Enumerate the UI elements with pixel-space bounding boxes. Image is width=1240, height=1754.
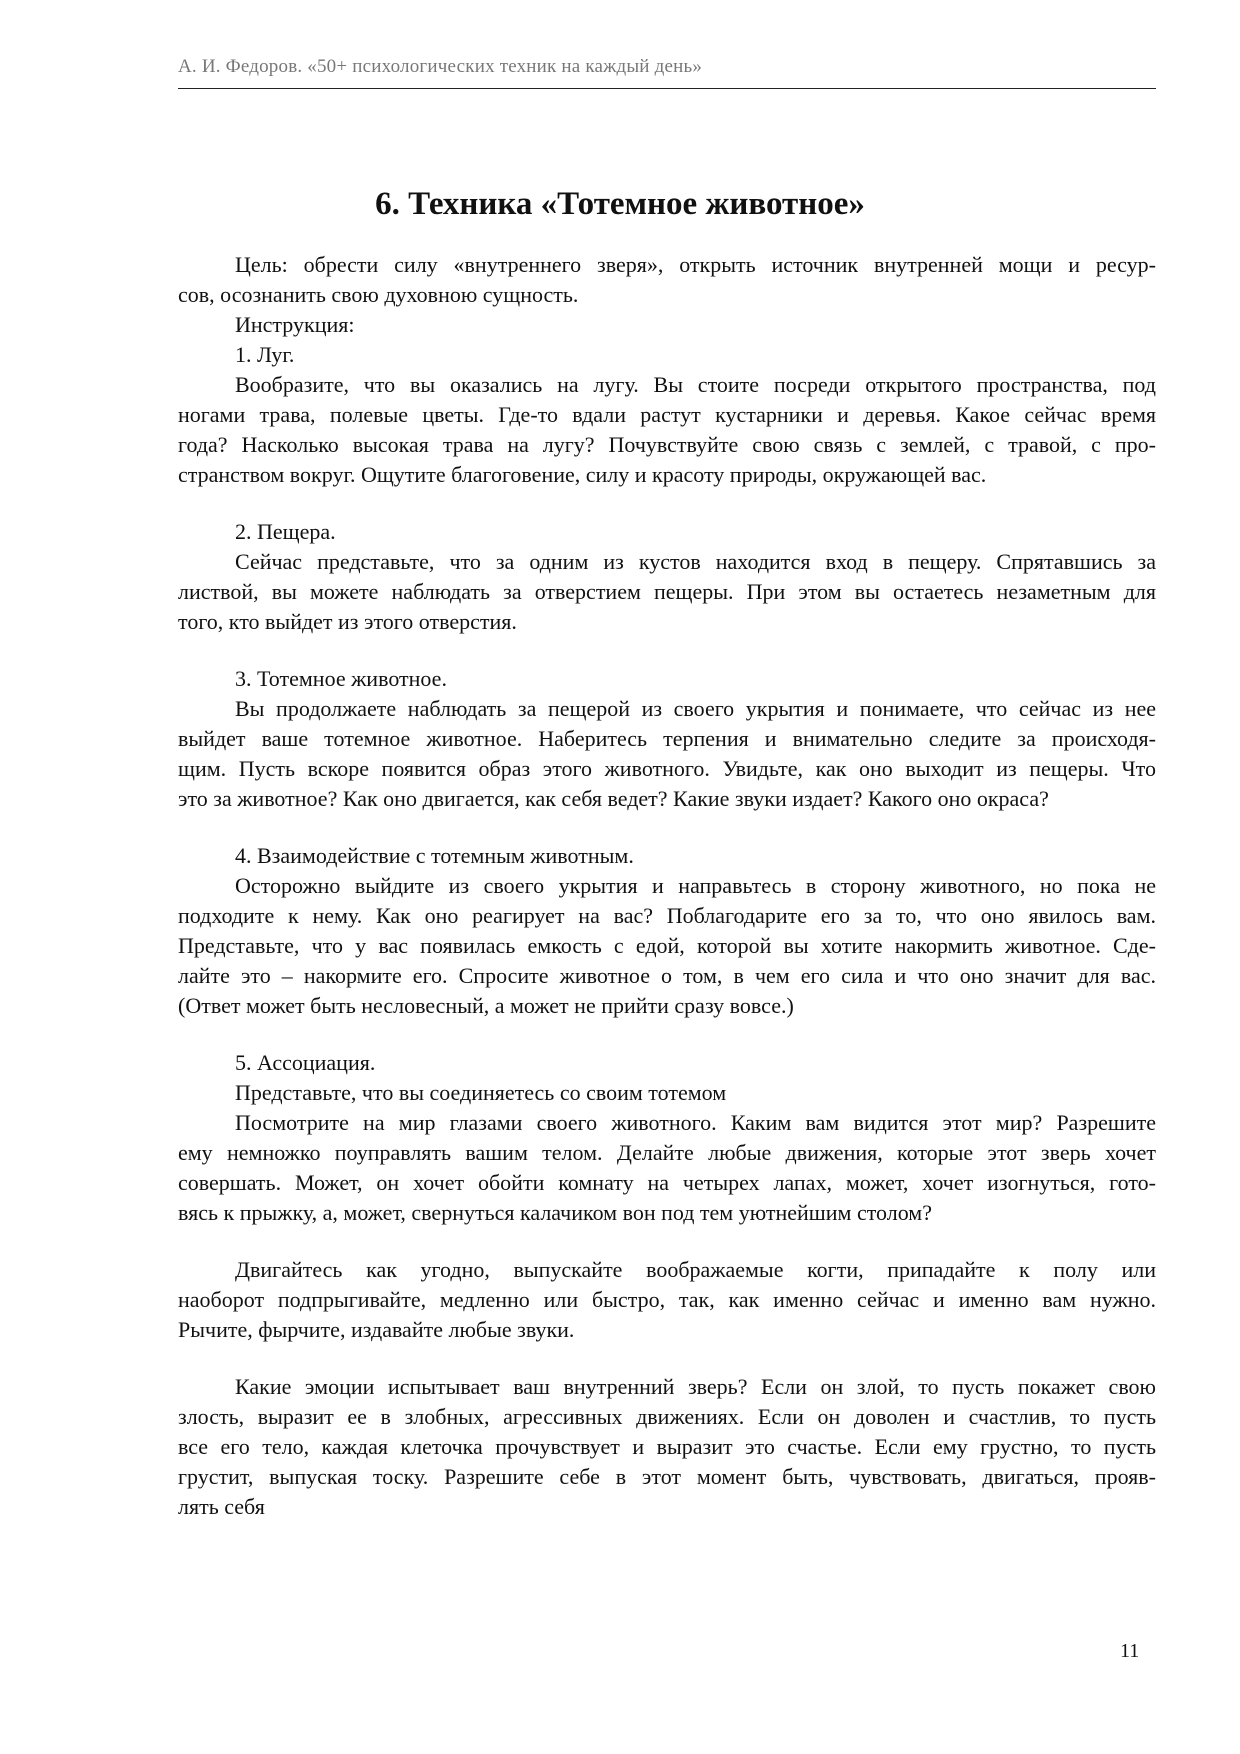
section	[178, 664, 1156, 814]
section	[178, 517, 1156, 637]
text-line: Двигайтесь как угодно, выпускайте воображаемые когти, припадайте к полу или	[235, 1257, 1156, 1282]
text-line: 1. Луг.	[235, 342, 295, 367]
paragraph	[178, 310, 1156, 340]
text-line: года? Насколько высокая трава на лугу? Почувствуйте свою связь с землей, с травой, с про-	[178, 432, 1156, 457]
text-line: Вы продолжаете наблюдать за пещерой из своего укрытия и понимаете, что сейчас из нее	[235, 696, 1156, 721]
text-line: лять себя	[178, 1494, 265, 1519]
running-header: А. И. Федоров. «50+ психологических техник на каждый день»	[178, 56, 703, 77]
text-line: совершать. Может, он хочет обойти комнату на четырех лапах, может, хочет изогнуться, гото-	[178, 1170, 1156, 1195]
paragraph	[178, 370, 1156, 490]
text-line: Какие эмоции испытывает ваш внутренний зверь? Если он злой, то пусть покажет свою	[235, 1374, 1156, 1399]
text-line: все его тело, каждая клеточка прочувствует и выразит это счастье. Если ему грустно, то пусть	[178, 1434, 1156, 1459]
paragraph	[178, 664, 1156, 694]
text-line: 4. Взаимодействие с тотемным животным.	[235, 843, 634, 868]
section	[178, 841, 1156, 1021]
text-line: Сейчас представьте, что за одним из кустов находится вход в пещеру. Спрятавшись за	[235, 549, 1156, 574]
text-line: это за животное? Как оно двигается, как себя ведет? Какие звуки издает? Какого оно окраса?	[178, 786, 1049, 811]
text-line: сов, осознанить свою духовною сущность.	[178, 282, 579, 307]
text-line: Посмотрите на мир глазами своего животного. Каким вам видится этот мир? Разрешите	[235, 1110, 1156, 1135]
paragraph	[178, 694, 1156, 814]
text-line: (Ответ может быть несловесный, а может не прийти сразу вовсе.)	[178, 993, 794, 1018]
paragraph	[178, 1372, 1156, 1522]
text-line: 2. Пещера.	[235, 519, 336, 544]
section	[178, 1372, 1156, 1522]
text-line: наоборот подпрыгивайте, медленно или быстро, так, как именно сейчас и именно вам нужно.	[178, 1287, 1156, 1312]
text-line: лайте это – накормите его. Спросите животное о том, в чем его сила и что оно значит для вас.	[178, 963, 1156, 988]
text-line: подходите к нему. Как оно реагирует на вас? Поблагодарите его за то, что оно явилось вам.	[178, 903, 1156, 928]
paragraph	[178, 1078, 1156, 1108]
paragraph	[178, 871, 1156, 1021]
text-line: щим. Пусть вскоре появится образ этого животного. Увидьте, как оно выходит из пещеры. Что	[178, 756, 1156, 781]
section	[178, 250, 1156, 490]
text-line: выйдет ваше тотемное животное. Наберитесь терпения и внимательно следите за происходя-	[178, 726, 1156, 751]
text-line: ему немножко поуправлять вашим телом. Делайте любые движения, которые этот зверь хочет	[178, 1140, 1156, 1165]
text-line: Представьте, что вы соединяетесь со своим тотемом	[235, 1080, 727, 1105]
paragraph	[178, 547, 1156, 637]
page-number: 11	[1120, 1640, 1140, 1662]
text-line: злость, выразит ее в злобных, агрессивных движениях. Если он доволен и счастлив, то пусть	[178, 1404, 1156, 1429]
text-line: странством вокруг. Ощутите благоговение, силу и красоту природы, окружающей вас.	[178, 462, 987, 487]
text-line: листвой, вы можете наблюдать за отверстием пещеры. При этом вы остаетесь незаметным для	[178, 579, 1156, 604]
paragraph	[178, 250, 1156, 310]
page-title: 6. Техника «Тотемное животное»	[375, 186, 865, 222]
text-line: Рычите, фырчите, издавайте любые звуки.	[178, 1317, 575, 1342]
text-line: Цель: обрести силу «внутреннего зверя», открыть источник внутренней мощи и ресур-	[235, 252, 1156, 277]
text-line: Представьте, что у вас появилась емкость с едой, которой вы хотите накормить животное. Сде-	[178, 933, 1156, 958]
text-line: грустит, выпуская тоску. Разрешите себе в этот момент быть, чувствовать, двигаться, прояв-	[178, 1464, 1156, 1489]
paragraph	[178, 1048, 1156, 1078]
section	[178, 1255, 1156, 1345]
text-line: вясь к прыжку, а, может, свернуться калачиком вон под тем уютнейшим столом?	[178, 1200, 932, 1225]
section	[178, 1048, 1156, 1228]
text-line: Инструкция:	[235, 312, 355, 337]
text-line: 5. Ассоциация.	[235, 1050, 376, 1075]
header-rule	[178, 88, 1156, 89]
text-line: того, кто выйдет из этого отверстия.	[178, 609, 517, 634]
text-line: Осторожно выйдите из своего укрытия и направьтесь в сторону животного, но пока не	[235, 873, 1156, 898]
text-line: 3. Тотемное животное.	[235, 666, 447, 691]
paragraph	[178, 1108, 1156, 1228]
text-line: ногами трава, полевые цветы. Где-то вдали растут кустарники и деревья. Какое сейчас время	[178, 402, 1156, 427]
paragraph	[178, 340, 1156, 370]
text-line: Вообразите, что вы оказались на лугу. Вы стоите посреди открытого пространства, под	[235, 372, 1156, 397]
paragraph	[178, 517, 1156, 547]
body-text	[178, 250, 1156, 1549]
paragraph	[178, 841, 1156, 871]
paragraph	[178, 1255, 1156, 1345]
